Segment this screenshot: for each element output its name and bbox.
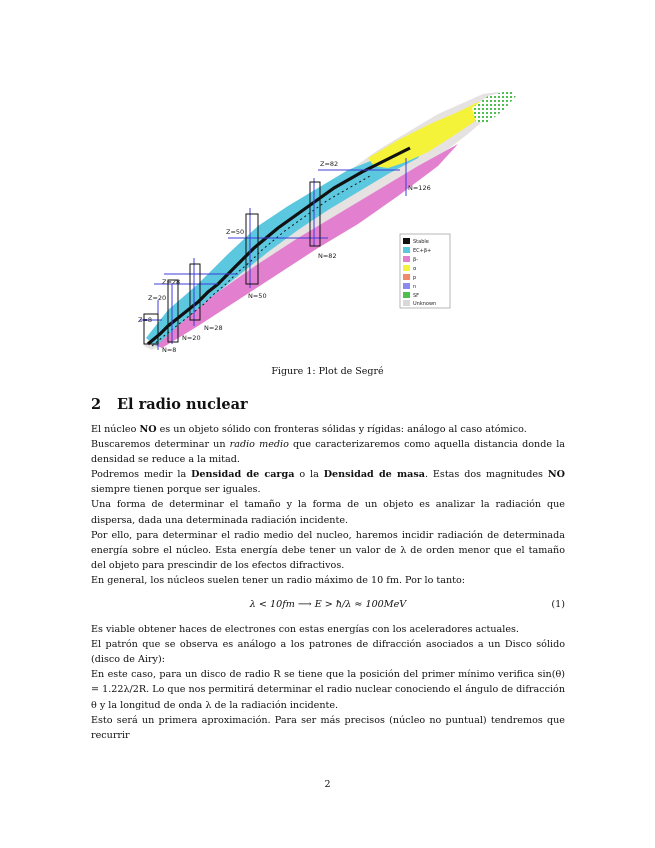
label-z82: Z=82 (320, 160, 339, 168)
paragraph: Podremos medir la Densidad de carga o la Densidad de masa. Estas dos magnitudes NO siempre tienen porque ser iguales. (91, 469, 565, 496)
sf-region (472, 90, 516, 122)
page-number: 2 (324, 779, 331, 790)
label-z8: Z=8 (138, 316, 153, 324)
paragraph: Esto será un primera aproximación. Para ser más precisos (núcleo no puntual) tendremos que recurrir (91, 714, 565, 741)
label-z20: Z=20 (148, 294, 167, 302)
paragraph: Es viable obtener haces de electrones con estas energías con los aceleradores actuales. (91, 624, 519, 636)
paragraph: El núcleo NO es un objeto sólido con fronteras sólidas y rígidas: análogo al caso atómico. (91, 424, 527, 435)
legend-sf: SF (413, 293, 420, 299)
legend-alpha: α (413, 266, 417, 272)
label-n8: N=8 (162, 346, 177, 354)
label-z28: Z=28 (162, 278, 181, 286)
label-n126: N=126 (408, 184, 431, 192)
paragraph: Buscaremos determinar un radio medio que caracterizaremos como aquella distancia donde la densidad se reduce a la mitad. (91, 439, 565, 466)
figure-caption: Figure 1: Plot de Segré (271, 366, 384, 377)
legend-ec: EC+β+ (413, 248, 432, 254)
paragraph: El patrón que se observa es análogo a los patrones de difracción asociados a un Disco sólido (disco de Airy): (91, 639, 565, 666)
paragraph: Por ello, para determinar el radio medio del nucleo, haremos incidir radiación de determinada energía sobre el núcleo. Esta energía debe tener un valor de λ de orden menor que el tamaño del objeto para prescindir de los efectos difractivos. (91, 529, 565, 571)
section-title: El radio nuclear (117, 396, 248, 413)
label-n28: N=28 (204, 324, 223, 332)
segre-chart (138, 88, 528, 358)
legend-p: p (413, 275, 417, 281)
body-text (91, 422, 565, 743)
section-heading (91, 396, 248, 413)
paragraph: En general, los núcleos suelen tener un radio máximo de 10 fm. Por lo tanto: (91, 574, 466, 586)
equation-number: (1) (551, 599, 565, 611)
section-number: 2 (91, 396, 102, 413)
legend-stable: Stable (413, 239, 429, 245)
segre-chart-figure (138, 88, 528, 358)
label-n50: N=50 (248, 292, 267, 300)
equation (91, 588, 565, 622)
label-n82: N=82 (318, 252, 337, 260)
paragraph: Una forma de determinar el tamaño y la forma de un objeto es analizar la radiación que dispersa, dada una determinada radiación incidente. (91, 499, 565, 526)
paragraph: En este caso, para un disco de radio R se tiene que la posición del primer mínimo verifica sin(θ) = 1.22λ/2R. Lo que nos permitirá determinar el radio nuclear conociendo el ángulo de difracción θ y la longitud de onda λ de la radiación incidente. (91, 669, 565, 711)
legend-beta: β- (413, 257, 418, 263)
equation-expression: λ < 10fm ⟶ E > ħ/λ ≈ 100MeV (249, 599, 407, 611)
legend-unknown: Unknown (413, 301, 437, 307)
label-z50: Z=50 (226, 228, 245, 236)
legend-n: n (413, 284, 417, 290)
label-n20: N=20 (182, 334, 201, 342)
chart-legend (400, 234, 450, 308)
